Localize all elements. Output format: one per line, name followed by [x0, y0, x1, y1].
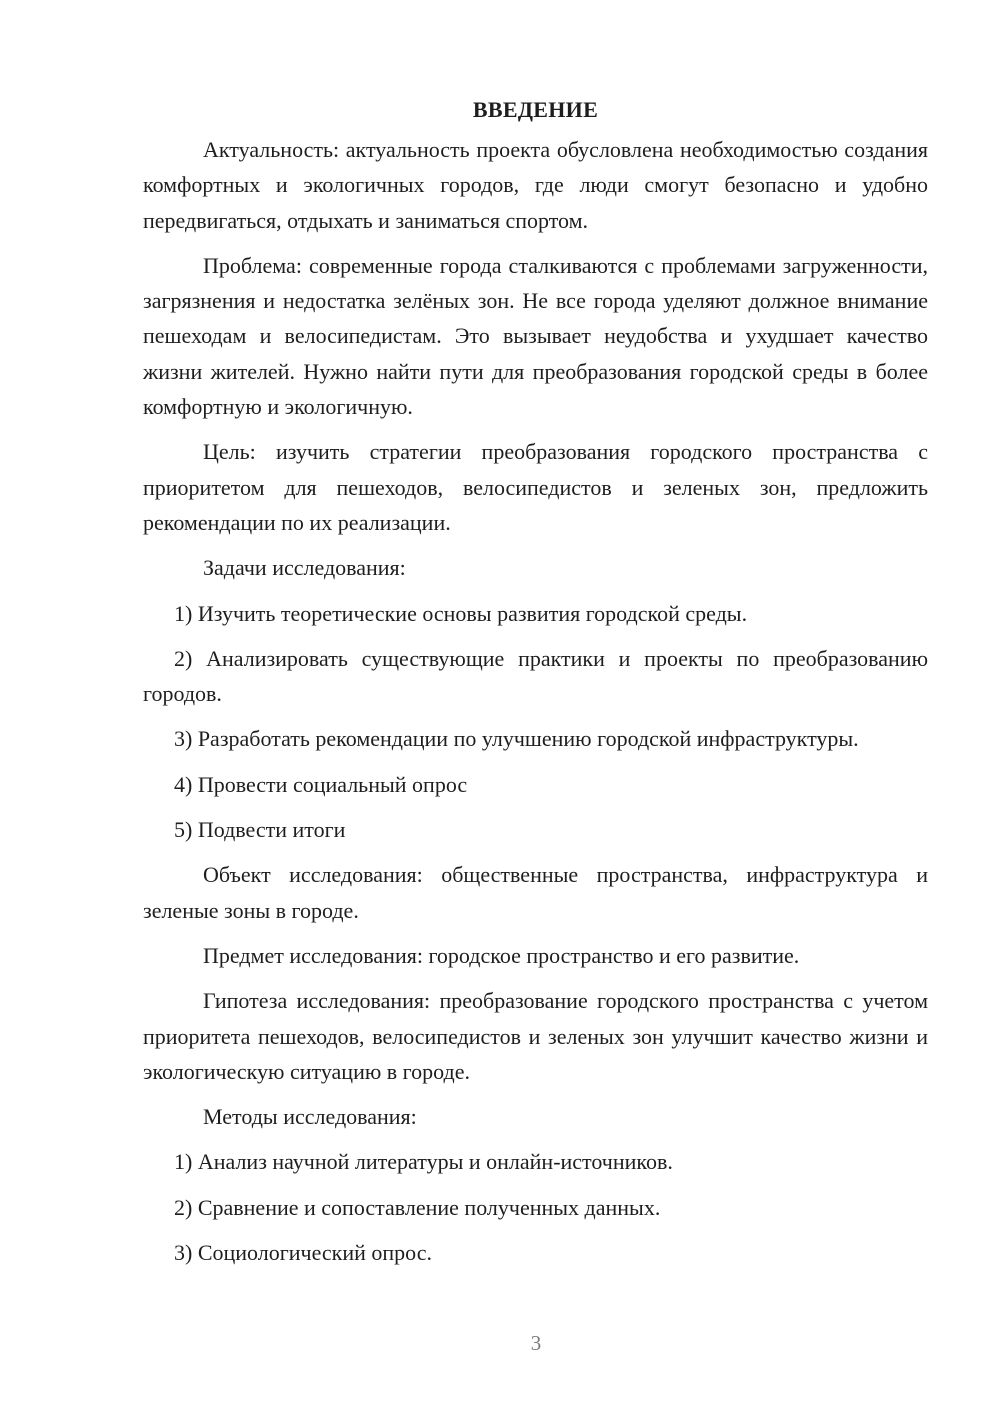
task-item-4: 4) Провести социальный опрос	[174, 771, 468, 797]
task-item-2: 2) Анализировать существующие практики и проекты по преобразованию городов.	[143, 645, 928, 707]
section-heading: ВВЕДЕНИЕ	[472, 97, 599, 122]
method-item-2: 2) Сравнение и сопоставление полученных данных.	[174, 1194, 661, 1220]
paragraph-tasks-label: Задачи исследования:	[203, 555, 406, 581]
task-item-3: 3) Разработать рекомендации по улучшению городской инфраструктуры.	[174, 726, 859, 752]
task-item-1: 1) Изучить теоретические основы развития городской среды.	[174, 600, 748, 626]
paragraph-goal: Цель: изучить стратегии преобразования городского пространства с приоритетом для пешеходов, велосипедистов и зеленых зон, предложить рекомендации по их реализации.	[143, 439, 928, 535]
method-item-1: 1) Анализ научной литературы и онлайн-источников.	[174, 1149, 673, 1175]
paragraph-relevance: Актуальность: актуальность проекта обусловлена необходимостью создания комфортных и экологичных городов, где люди смогут безопасно и удобно передвигаться, отдыхать и заниматься спортом.	[143, 137, 928, 233]
paragraph-problem: Проблема: современные города сталкиваются с проблемами загруженности, загрязнения и недостатка зелёных зон. Не все города уделяют должное внимание пешеходам и велосипедистам. Это вызывает неудобства и ухудшает качество жизни жителей. Нужно найти пути для преобразования городской среды в более комфортную и экологичную.	[143, 252, 928, 420]
method-item-3: 3) Социологический опрос.	[174, 1240, 432, 1266]
page-content	[143, 92, 928, 1270]
paragraph-subject: Предмет исследования: городское пространство и его развитие.	[203, 942, 800, 968]
paragraph-hypothesis: Гипотеза исследования: преобразование городского пространства с учетом приоритета пешеходов, велосипедистов и зеленых зон улучшит качество жизни и экологическую ситуацию в городе.	[143, 988, 928, 1084]
paragraph-methods-label: Методы исследования:	[203, 1104, 417, 1130]
page-number: 3	[530, 1331, 542, 1355]
task-item-5: 5) Подвести итоги	[174, 817, 346, 843]
paragraph-object: Объект исследования: общественные пространства, инфраструктура и зеленые зоны в городе.	[143, 862, 928, 923]
